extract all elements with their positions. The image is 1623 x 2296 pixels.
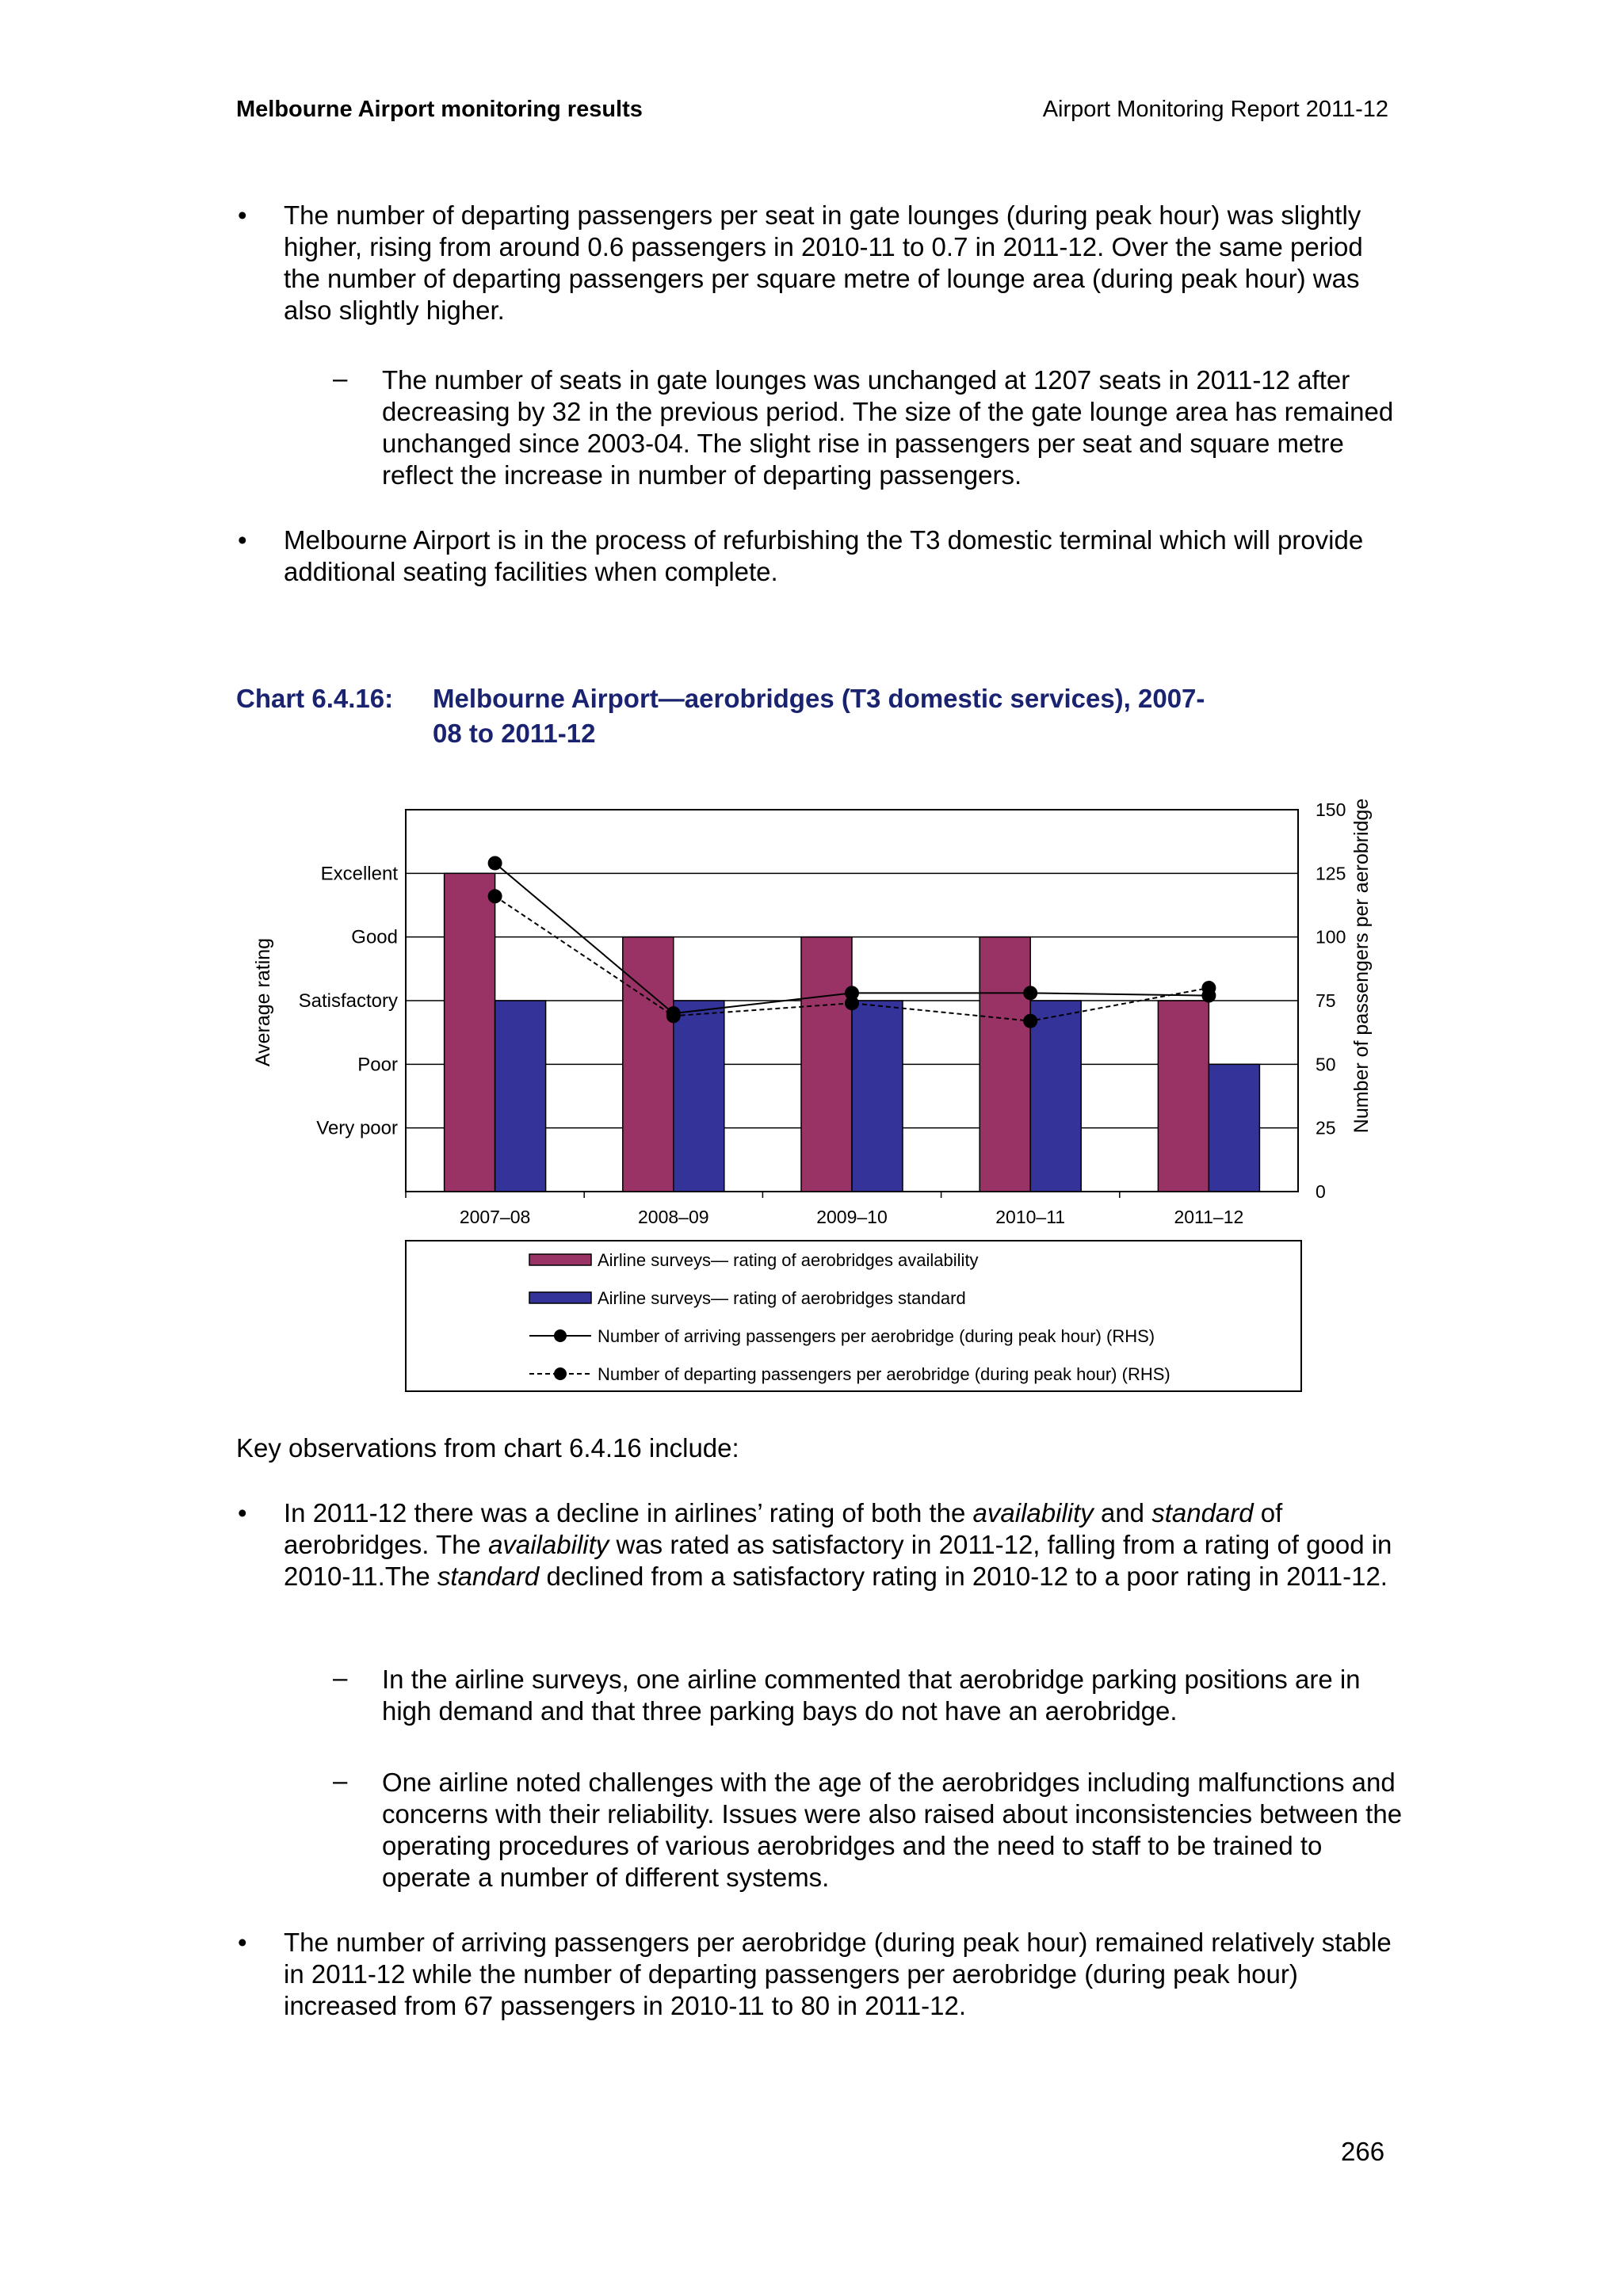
right-tick-label: 0 <box>1316 1181 1326 1202</box>
legend-swatch-standard <box>529 1292 591 1303</box>
bar-standard <box>495 1001 546 1192</box>
chart-title: Melbourne Airport—aerobridges (T3 domestic services), 2007-08 to 2011-12 <box>433 684 1205 748</box>
dash-marker: – <box>333 1766 348 1795</box>
intro-bullet-2: Melbourne Airport is in the process of refurbishing the T3 domestic terminal which will provide additional seating facilities when complete. <box>284 525 1364 586</box>
right-tick-label: 25 <box>1316 1117 1336 1138</box>
x-tick-label: 2008–09 <box>638 1207 709 1227</box>
chart <box>0 792 1623 1442</box>
point-arriving <box>1023 986 1037 1000</box>
running-header-section: Melbourne Airport monitoring results <box>236 97 643 122</box>
left-tick-label: Very poor <box>316 1117 398 1139</box>
x-tick-label: 2009–10 <box>816 1207 888 1227</box>
page-number: 266 <box>1341 2137 1385 2166</box>
x-tick-label: 2010–11 <box>995 1207 1066 1227</box>
observation-bullet-2: The number of arriving passengers per aerobridge (during peak hour) remained relatively stable in 2011-12 while the number of departing passengers per aerobridge (during peak hour) increased from 67 passengers in 2010-11 to 80 in 2011-12. <box>284 1928 1392 2020</box>
intro-dash-1: The number of seats in gate lounges was unchanged at 1207 seats in 2011-12 after decreasing by 32 in the previous period. The size of the gate lounge area has remained unchanged since 2003-04. The slight rise in passengers per seat and square metre reflect the increase in number of departing passengers. <box>382 365 1394 490</box>
right-tick-label: 125 <box>1316 863 1346 884</box>
bar-availability <box>801 937 852 1192</box>
x-tick-label: 2007–08 <box>459 1207 531 1227</box>
legend-marker-arriving <box>554 1329 567 1342</box>
bar-standard <box>852 1001 903 1192</box>
point-departing <box>845 996 859 1010</box>
dash-marker: – <box>333 364 348 393</box>
legend-label-arriving: Number of arriving passengers per aerobridge (during peak hour) (RHS) <box>598 1326 1155 1346</box>
bar-standard <box>1030 1001 1081 1192</box>
bullet-marker: • <box>238 1928 247 1957</box>
left-tick-label: Good <box>351 926 398 948</box>
point-arriving <box>488 856 502 870</box>
legend-label-departing: Number of departing passengers per aerobridge (during peak hour) (RHS) <box>598 1364 1170 1384</box>
observation-dash-2: One airline noted challenges with the age of the aerobridges including malfunctions and concerns with their reliability. Issues were also raised about inconsistencies between the operating procedures of various aerobridges and the need to staff to be trained to operate a number of different systems. <box>382 1768 1403 1892</box>
left-axis-label: Average rating <box>252 937 274 1067</box>
right-tick-label: 75 <box>1316 990 1336 1011</box>
bar-availability <box>1158 1001 1209 1192</box>
observation-bullet-1: In 2011-12 there was a decline in airlines’ rating of both the availability and standard of aerobridges. The availability was rated as satisfactory in 2011-12, falling from a rating of good in 2010-11.The standard declined from a satisfactory rating in 2010-12 to a poor rating in 2011-12. <box>284 1498 1392 1591</box>
bar-availability <box>980 937 1030 1192</box>
observations-intro: Key observations from chart 6.4.16 include: <box>236 1433 739 1463</box>
bullet-marker: • <box>238 525 247 555</box>
running-header-report: Airport Monitoring Report 2011-12 <box>1042 97 1388 122</box>
bar-availability <box>623 937 674 1192</box>
left-tick-label: Excellent <box>320 863 398 885</box>
right-axis-label: Number of passengers per aerobridge <box>1350 798 1373 1134</box>
dash-marker: – <box>333 1663 348 1692</box>
chart-number: Chart 6.4.16: <box>236 684 394 713</box>
bar-availability <box>445 873 495 1192</box>
bar-standard <box>674 1001 724 1192</box>
right-tick-label: 150 <box>1316 799 1346 820</box>
legend-swatch-availability <box>529 1254 591 1265</box>
legend-label-availability: Airline surveys— rating of aerobridges availability <box>598 1250 979 1270</box>
right-tick-label: 100 <box>1316 926 1346 948</box>
point-departing <box>1023 1014 1037 1028</box>
legend-label-standard: Airline surveys— rating of aerobridges standard <box>598 1288 966 1308</box>
point-departing <box>1201 981 1216 995</box>
legend-marker-departing <box>554 1367 567 1380</box>
point-departing <box>666 1009 681 1023</box>
left-tick-label: Poor <box>357 1054 398 1076</box>
point-departing <box>488 889 502 903</box>
bullet-marker: • <box>238 1498 247 1527</box>
x-tick-label: 2011–12 <box>1174 1207 1244 1227</box>
intro-bullet-1: The number of departing passengers per seat in gate lounges (during peak hour) was slightly higher, rising from around 0.6 passengers in 2010-11 to 0.7 in 2011-12. Over the same period the number of departing passengers per square metre of lounge area (during peak hour) was also slightly higher. <box>284 200 1363 325</box>
left-tick-label: Satisfactory <box>298 990 398 1012</box>
right-tick-label: 50 <box>1316 1054 1336 1075</box>
bullet-marker: • <box>238 200 247 230</box>
observation-dash-1: In the airline surveys, one airline commented that aerobridge parking positions are in high demand and that three parking bays do not have an aerobridge. <box>382 1665 1361 1726</box>
bar-standard <box>1209 1064 1259 1192</box>
